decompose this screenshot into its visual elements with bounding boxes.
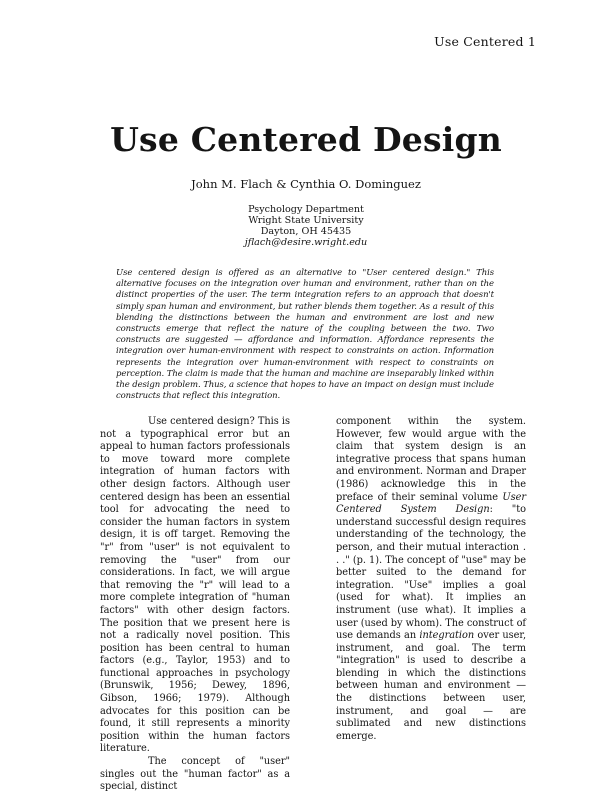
body-text: : "to understand successful design requires understanding of the technology, the person, and their mutual interaction . . ." (p. 1). The concept of "use" may be better suited to the demand for integration. "Use" implies a goal (used for what). It implies an instrument (use what). It implies a user (used by whom). The construct of use demands an	[336, 504, 526, 642]
abstract: Use centered design is offered as an alternative to "User centered design." This alternative focuses on the integration over human and environment, rather than on the distinct properties of the user. The term integration refers to an approach that doesn't simply span human and environment, but rather blends them together. As a result of this blending the distinctions between the human and environment are lost and new constructs emerge that reflect the nature of the coupling between the two. Two constructs are suggested — affordance and information. Affordance represents the integration over human-environment with respect to constraints on action. Information represents the integration over human-environment with respect to constraints on perception. The claim is made that the human and machine are inseparably linked within the design problem. Thus, a science that hopes to have an impact on design must include constructs that reflect this integration.	[116, 268, 494, 402]
body-column-right	[336, 416, 526, 743]
body-text: component within the system. However, few would argue with the claim that system design is an integrative process that spans human and environment. Norman and Draper (1986) acknowledge this in the preface of their seminal volume	[336, 416, 526, 503]
city: Dayton, OH 45435	[260, 226, 352, 237]
affiliation-block	[0, 204, 612, 248]
book-title: User Centered System Design	[336, 491, 526, 516]
emphasis-term: integration	[419, 630, 475, 642]
running-header: Use Centered 1	[434, 34, 536, 49]
author-line: John M. Flach & Cynthia O. Dominguez	[191, 177, 421, 191]
body-paragraph: Use centered design? This is not a typographical error but an appeal to human factors professionals to move toward more complete integration of human factors with other design factors. Although user centered design has been an essential tool for advocating the need to consider the human factors in system design, it is off target. Removing the "r" from "user" is not equivalent to removing the "user" from our considerations. In fact, we will argue that removing the "r" will lead to a more complete integration of "human factors" with other design factors. The position that we present here is not a radically novel position. This position has been central to human factors (e.g., Taylor, 1953) and to functional approaches in psychology (Brunswik, 1956; Dewey, 1896, Gibson, 1966; 1979). Although advocates for this position can be found, it still represents a minority position within the human factors literature.	[100, 416, 290, 755]
body-text: over user, instrument, and goal. The term "integration" is used to describe a blending in which the distinctions between human and environment — the distinctions between user, instrument, and goal — are sublimated and new distinctions emerge.	[336, 630, 527, 742]
body-paragraph: The concept of "user" singles out the "human factor" as a special, distinct	[100, 756, 290, 793]
department: Psychology Department	[248, 204, 364, 215]
paper-title: Use Centered Design	[110, 120, 502, 159]
body-paragraph	[336, 416, 526, 743]
email: jflach@desire.wright.edu	[244, 237, 368, 248]
university: Wright State University	[248, 215, 364, 226]
body-column-left	[100, 416, 290, 794]
